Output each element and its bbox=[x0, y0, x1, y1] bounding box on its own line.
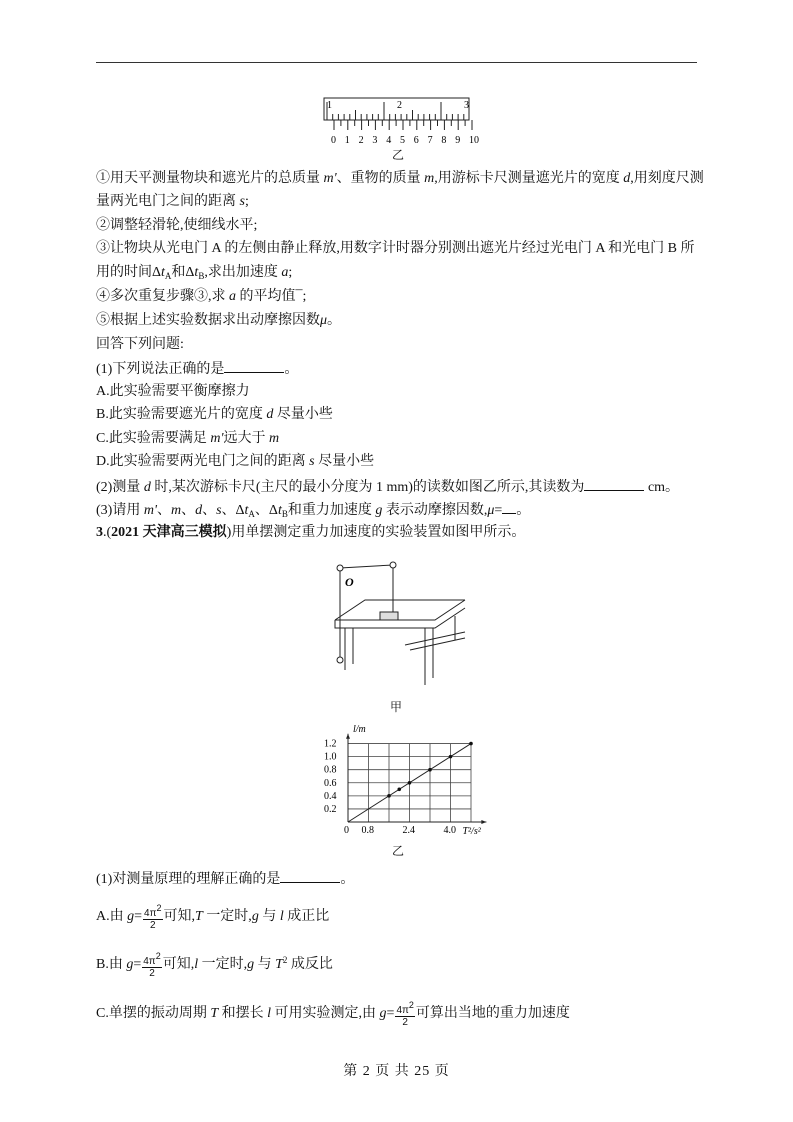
text-segment: μ bbox=[487, 503, 495, 518]
text-segment: = bbox=[133, 957, 142, 973]
text-line bbox=[96, 336, 184, 354]
vernier-label: 9 bbox=[455, 135, 461, 146]
vernier-label: 7 bbox=[427, 135, 433, 146]
text-segment: m' bbox=[323, 171, 337, 186]
text-segment: ,求出加速度 bbox=[204, 265, 282, 280]
text-segment: g bbox=[126, 957, 134, 973]
text-segment: 尽量小些 bbox=[314, 454, 375, 469]
text-segment: g bbox=[127, 909, 135, 925]
answer-blank[interactable] bbox=[280, 869, 340, 883]
answer-blank[interactable] bbox=[502, 500, 516, 514]
x-tick-label: 0.8 bbox=[361, 825, 374, 836]
text-segment: 表示动摩擦因数, bbox=[382, 503, 488, 518]
text-segment: 成反比 bbox=[287, 957, 333, 973]
text-segment: (2)测量 bbox=[96, 480, 144, 495]
text-segment: 、Δ bbox=[221, 503, 245, 518]
text-segment: m' bbox=[210, 431, 224, 446]
text-segment: 回答下列问题: bbox=[96, 337, 184, 352]
text-segment: ,用刻度尺测 bbox=[630, 171, 704, 186]
text-segment: 。 bbox=[516, 503, 531, 518]
text-segment: a bbox=[229, 289, 236, 304]
header-rule bbox=[96, 62, 697, 63]
text-segment: ; bbox=[288, 265, 293, 280]
text-segment: 一定时, bbox=[202, 909, 252, 925]
text-segment: .( bbox=[103, 525, 112, 540]
text-segment: t bbox=[244, 503, 249, 518]
data-point bbox=[449, 755, 453, 759]
text-segment: s bbox=[239, 194, 245, 209]
y-tick-label: 0.6 bbox=[324, 777, 337, 789]
y-tick-label: 0.2 bbox=[324, 803, 337, 815]
x-tick-label: 4.0 bbox=[443, 825, 456, 836]
answer-blank[interactable] bbox=[224, 359, 284, 373]
text-segment: t bbox=[277, 503, 282, 518]
text-segment: ②调整轻滑轮,使细线水平; bbox=[96, 218, 258, 233]
main-scale-label: 3 bbox=[464, 100, 469, 111]
text-segment: cm。 bbox=[644, 480, 680, 495]
text-segment: 成正比 bbox=[283, 909, 330, 925]
text-segment: ; bbox=[244, 194, 249, 209]
x-axis-label: T²/s² bbox=[462, 826, 481, 837]
text-segment: (1)下列说法正确的是 bbox=[96, 362, 225, 377]
y-tick-label: 0.8 bbox=[324, 764, 337, 776]
text-line bbox=[96, 903, 329, 931]
fraction-numerator: $4\pi^2$ bbox=[143, 951, 161, 967]
text-segment: t bbox=[194, 265, 199, 280]
text-segment: 、重物的质量 bbox=[336, 171, 425, 186]
text-segment: B bbox=[198, 271, 205, 281]
text-segment: l bbox=[194, 957, 199, 973]
text-segment: = bbox=[494, 503, 503, 518]
text-segment: t bbox=[161, 265, 165, 280]
text-segment: m bbox=[268, 431, 280, 446]
text-line bbox=[96, 170, 704, 188]
text-line bbox=[96, 453, 374, 471]
text-segment: 2021 天津高三模拟 bbox=[111, 525, 227, 540]
main-scale-label: 2 bbox=[397, 100, 402, 111]
text-segment: g bbox=[379, 1006, 387, 1022]
text-segment: 、Δ bbox=[254, 503, 278, 518]
main-scale-label: 1 bbox=[327, 100, 332, 111]
numerator-text: 4π bbox=[144, 908, 157, 919]
text-line bbox=[96, 359, 298, 379]
text-segment: B bbox=[281, 509, 288, 519]
text-segment: μ bbox=[320, 313, 328, 328]
text-segment: ③让物块从光电门 A 的左侧由静止释放,用数字计时器分别测出遮光片经过光电门 A 和光电门 B 所 bbox=[96, 241, 695, 256]
text-line bbox=[96, 383, 250, 401]
text-segment: d bbox=[266, 407, 274, 422]
text-segment: T bbox=[195, 909, 203, 925]
text-segment: m bbox=[170, 503, 182, 518]
text-segment: 尽量小些 bbox=[273, 407, 333, 422]
text-segment: (3)请用 bbox=[96, 503, 144, 518]
text-segment: 3 bbox=[96, 525, 103, 540]
text-segment: C.此实验需要满足 bbox=[96, 431, 211, 446]
fraction-numerator: $4\pi^2$ bbox=[144, 903, 162, 919]
text-segment: 一定时, bbox=[198, 957, 248, 973]
vernier-label: 3 bbox=[372, 135, 378, 146]
text-line bbox=[96, 869, 354, 889]
text-segment: 与 bbox=[258, 909, 280, 925]
fraction bbox=[395, 1000, 414, 1028]
fraction-numerator: $4\pi^2$ bbox=[396, 1000, 414, 1016]
text-line bbox=[96, 524, 525, 542]
answer-blank[interactable] bbox=[584, 477, 644, 491]
text-segment: ⑤根据上述实验数据求出动摩擦因数 bbox=[96, 313, 320, 328]
text-segment: C.单摆的振动周期 bbox=[96, 1006, 211, 1022]
text-segment: m bbox=[424, 171, 435, 186]
text-segment: 、 bbox=[202, 503, 217, 518]
vernier-label: 0 bbox=[331, 135, 336, 146]
text-segment: 。 bbox=[284, 362, 299, 377]
text-segment: 和摆长 bbox=[218, 1006, 268, 1022]
text-line bbox=[96, 240, 695, 258]
text-segment: s bbox=[309, 454, 315, 469]
vernier-label: 5 bbox=[400, 135, 405, 146]
text-segment: d bbox=[143, 480, 151, 495]
text-segment: A bbox=[248, 509, 255, 519]
text-segment: g bbox=[375, 503, 383, 518]
text-segment: 时,某次游标卡尺(主尺的最小分度为 1 mm)的读数如图乙所示,其读数为 bbox=[150, 480, 585, 495]
text-segment: 远大于 bbox=[223, 431, 269, 446]
fraction-denominator: 2 bbox=[149, 920, 156, 931]
l-vs-t2-chart bbox=[320, 722, 480, 837]
text-line bbox=[96, 477, 679, 497]
x-tick-label: 0 bbox=[344, 825, 349, 836]
fraction-denominator: 2 bbox=[402, 1017, 408, 1028]
text-segment: l bbox=[267, 1006, 272, 1022]
text-segment: g bbox=[247, 957, 255, 973]
text-segment: 。 bbox=[327, 313, 342, 328]
data-point bbox=[397, 788, 401, 792]
text-line bbox=[96, 264, 292, 285]
fraction bbox=[142, 951, 161, 979]
y-tick-label: 1.0 bbox=[324, 751, 337, 763]
text-segment: ①用天平测量物块和遮光片的总质量 bbox=[96, 171, 324, 186]
text-line bbox=[96, 430, 279, 448]
text-line bbox=[96, 217, 257, 235]
y-tick-label: 1.2 bbox=[324, 738, 337, 750]
vernier-label: 8 bbox=[441, 135, 447, 146]
text-segment: )用单摆测定重力加速度的实验装置如图甲所示。 bbox=[226, 525, 526, 540]
pendulum-apparatus-figure bbox=[325, 560, 465, 690]
text-segment: 可知, bbox=[163, 909, 196, 925]
vernier-label: 4 bbox=[386, 135, 392, 146]
data-point bbox=[408, 781, 412, 785]
numerator-text: 4π bbox=[143, 956, 156, 967]
text-line bbox=[96, 193, 249, 211]
text-segment: B.由 bbox=[96, 957, 127, 973]
text-segment: a bbox=[281, 265, 289, 280]
text-segment: 量两光电门之间的距离 bbox=[96, 194, 240, 209]
text-segment: 、 bbox=[181, 503, 196, 518]
text-segment: l bbox=[279, 909, 284, 925]
text-segment: D.此实验需要两光电门之间的距离 bbox=[96, 454, 310, 469]
fraction-denominator: 2 bbox=[149, 968, 155, 979]
text-line bbox=[96, 500, 530, 523]
text-line bbox=[96, 406, 333, 424]
text-segment: d bbox=[195, 503, 203, 518]
text-segment: 和重力加速度 bbox=[287, 503, 376, 518]
data-point bbox=[428, 768, 432, 772]
vernier-label: 10 bbox=[469, 135, 479, 146]
text-segment: 可用实验测定,由 bbox=[271, 1006, 380, 1022]
text-segment: g bbox=[251, 909, 259, 925]
text-segment: A.由 bbox=[96, 909, 128, 925]
text-line bbox=[96, 951, 333, 979]
text-segment: = bbox=[134, 909, 143, 925]
text-line bbox=[96, 1000, 570, 1028]
data-point bbox=[469, 742, 473, 746]
figure-caption-yi-2: 乙 bbox=[392, 844, 405, 858]
vernier-label: 6 bbox=[413, 135, 419, 146]
vernier-label: 2 bbox=[358, 135, 364, 146]
text-segment: B.此实验需要遮光片的宽度 bbox=[96, 407, 267, 422]
data-point bbox=[387, 794, 391, 798]
text-segment: 与 bbox=[254, 957, 276, 973]
text-segment: (1)对测量原理的理解正确的是 bbox=[96, 872, 281, 887]
text-segment: A bbox=[164, 271, 172, 281]
text-segment: 用的时间Δ bbox=[96, 265, 162, 280]
text-segment: 、 bbox=[156, 503, 171, 518]
numerator-text: 4π bbox=[396, 1005, 409, 1016]
text-segment: T bbox=[275, 957, 283, 973]
figure-caption-jia: 甲 bbox=[390, 700, 403, 714]
text-segment: m' bbox=[143, 503, 157, 518]
text-segment: 的平均值¯; bbox=[236, 289, 307, 304]
label-o: O bbox=[345, 575, 354, 589]
fraction bbox=[143, 903, 162, 931]
text-line bbox=[96, 312, 341, 330]
text-segment: ,用游标卡尺测量遮光片的宽度 bbox=[434, 171, 624, 186]
text-segment: = bbox=[386, 1006, 395, 1022]
y-tick-label: 0.4 bbox=[324, 790, 337, 802]
y-axis-label: l/m bbox=[353, 724, 366, 735]
figure-caption-yi-1: 乙 bbox=[392, 148, 405, 162]
text-segment: 可知, bbox=[162, 957, 195, 973]
text-segment: 和Δ bbox=[171, 265, 195, 280]
text-segment: 可算出当地的重力加速度 bbox=[415, 1006, 570, 1022]
page-footer: 第 2 页 共 25 页 bbox=[343, 1064, 450, 1079]
text-segment: A.此实验需要平衡摩擦力 bbox=[96, 384, 250, 399]
text-segment: s bbox=[216, 503, 222, 518]
text-line bbox=[96, 288, 306, 306]
text-segment: T bbox=[210, 1006, 219, 1022]
text-segment: 。 bbox=[340, 872, 355, 887]
text-segment: ④多次重复步骤③,求 bbox=[96, 289, 229, 304]
vernier-label: 1 bbox=[344, 135, 350, 146]
text-segment: d bbox=[623, 171, 631, 186]
text-segment: 2 bbox=[282, 955, 288, 966]
vernier-caliper-figure bbox=[320, 94, 479, 146]
x-tick-label: 2.4 bbox=[402, 825, 415, 836]
